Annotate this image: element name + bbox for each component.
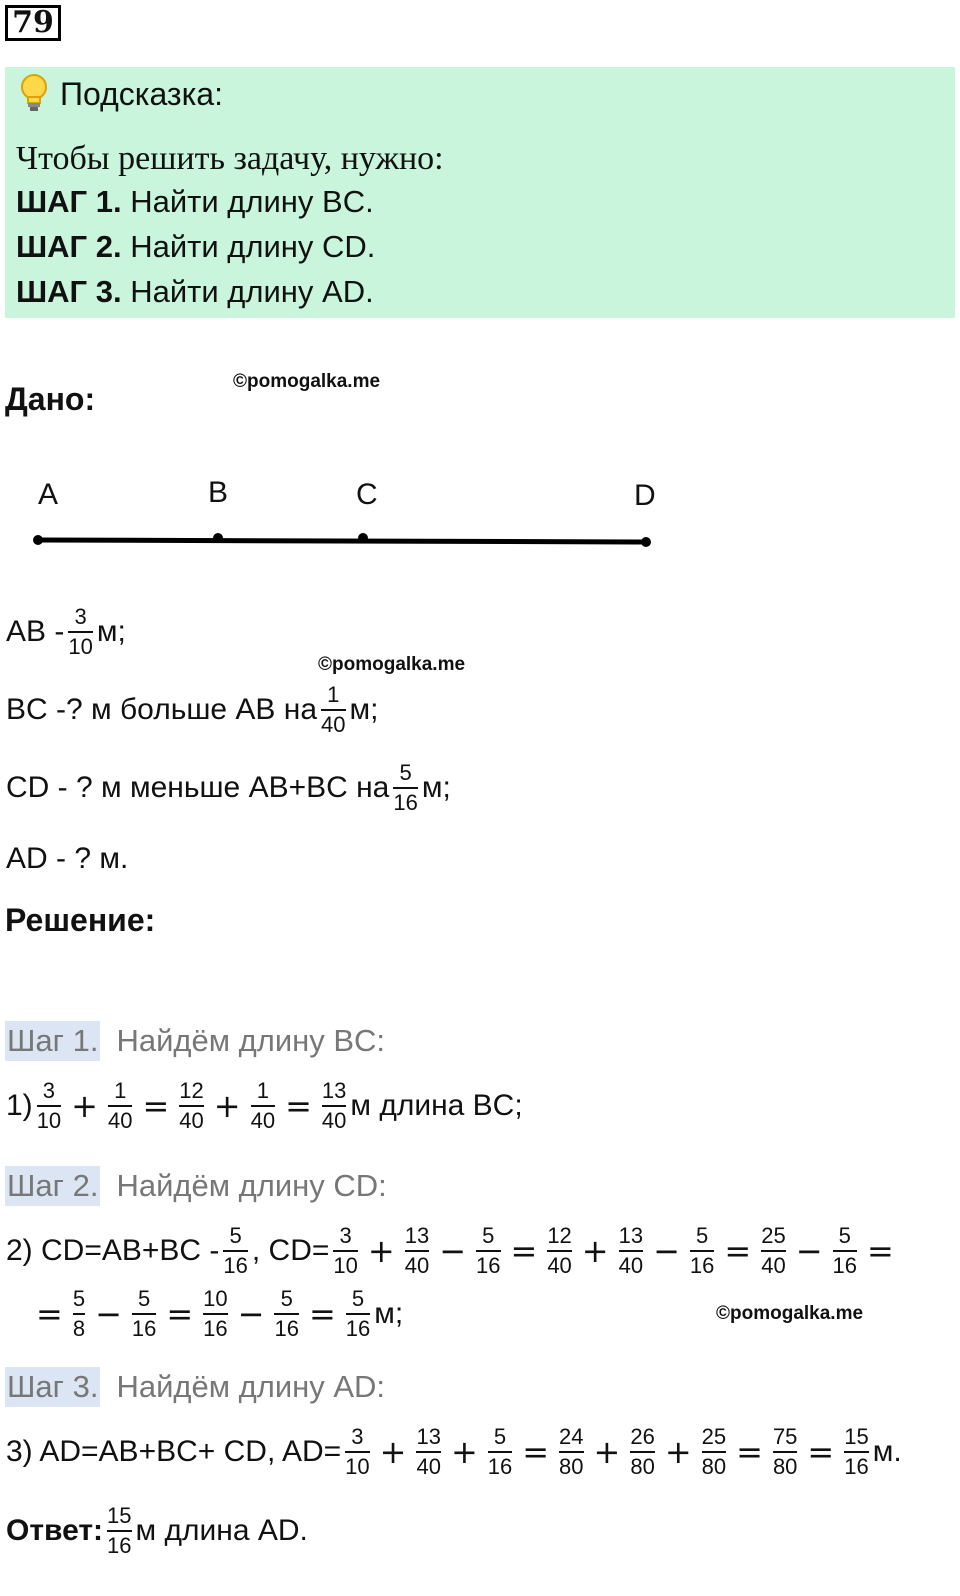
operator: + [450,1433,478,1471]
solution-line-2a: 2) CD=AB+BC - $\frac{5}{16}$ , CD= $\frac{3}{10}$ + $\frac{13}{40}$ − $\frac{5}{16}$ = $\frac{12}{40}$ + $\frac{13}{40}$ − $\frac{5}{16}$ = $\frac{25}{40}$ − $\frac{5}{16}$ = [6,1223,894,1278]
operator: = [308,1295,336,1333]
fraction: $\frac{12}{40}$ [547,1223,572,1278]
solution-line-3: 3) AD=AB+BC+ CD, AD= $\frac{3}{10}$ + $\frac{13}{40}$ + $\frac{5}{16}$ = $\frac{24}{80}$ + $\frac{26}{80}$ + $\frac{25}{80}$ = $\frac{75}{80}$ = $\frac{15}{16}$ м. [6,1424,902,1479]
fraction: $\frac{13}{40}$ [416,1424,441,1479]
point-label-b: B [208,476,229,509]
lightbulb-icon [18,72,50,114]
fraction: $\frac{13}{40}$ [618,1223,644,1278]
point-label-a: A [38,478,59,511]
fraction: $\frac{5}{16}$ [476,1223,501,1278]
operator: − [237,1295,265,1333]
fraction: $\frac{3}{10}$ [68,604,93,659]
fraction: $\frac{3}{10}$ [333,1223,358,1278]
hint-title: Подсказка: [60,76,223,112]
fraction: $\frac{1}{40}$ [250,1078,276,1133]
step-3-header: Шаг 3. Найдём длину AD: [5,1367,385,1407]
fraction: $\frac{10}{16}$ [203,1286,228,1341]
fraction: $\frac{1}{40}$ [107,1078,133,1133]
operator: + [367,1232,395,1270]
given-title: Дано: [5,381,96,417]
fraction: $\frac{5}{16}$ [832,1223,857,1278]
operator: = [866,1232,894,1270]
fraction: $\frac{5}{16}$ [689,1223,715,1278]
hint-intro: Чтобы решить задачу, нужно: [16,140,444,177]
operator: − [95,1295,122,1333]
fraction: $\frac{75}{80}$ [772,1424,798,1479]
operator: + [379,1433,407,1471]
operator: + [664,1433,692,1471]
given-bc: BC -? м больше AB на $\frac{1}{40}$ м; [6,682,379,737]
operator: = [736,1433,763,1471]
solution-title: Решение: [5,902,156,938]
fraction: $\frac{3}{10}$ [345,1424,370,1479]
watermark: ©pomogalka.me [233,371,381,392]
point-b [213,533,223,543]
operator: + [581,1232,609,1270]
fraction: $\frac{5}{16}$ [274,1286,299,1341]
answer-line: Ответ: $\frac{15}{16}$ м длина AD. [6,1503,308,1558]
operator: = [166,1295,194,1333]
hint-step-3: ШАГ 3. Найти длину AD. [16,274,374,309]
point-c [358,533,368,543]
given-ab: AB - $\frac{3}{10}$ м; [6,604,126,659]
watermark: ©pomogalka.me [318,654,466,675]
watermark: ©pomogalka.me [716,1303,864,1324]
step-1-header: Шаг 1. Найдём длину BC: [5,1021,385,1061]
fraction: $\frac{5}{8}$ [72,1286,86,1341]
operator: − [653,1232,680,1270]
fraction: $\frac{5}{16}$ [345,1286,371,1341]
fraction: $\frac{3}{10}$ [36,1078,62,1133]
fraction: $\frac{5}{16}$ [131,1286,157,1341]
solution-line-1: 1) $\frac{3}{10}$ + $\frac{1}{40}$ = $\frac{12}{40}$ + $\frac{1}{40}$ = $\frac{13}{40}$ м длина BC; [6,1078,523,1133]
operator: = [724,1232,752,1270]
problem-number: 79 [5,5,61,41]
point-label-c: C [356,478,378,511]
fraction: $\frac{12}{40}$ [179,1078,204,1133]
hint-step-1: ШАГ 1. Найти длину BC. [16,184,374,219]
point-a [33,535,43,545]
operator: = [36,1295,63,1333]
fraction: $\frac{5}{16}$ [393,760,418,815]
operator: + [213,1087,241,1125]
point-label-d: D [634,479,656,512]
operator: + [593,1433,621,1471]
fraction: $\frac{1}{40}$ [321,682,346,737]
fraction: $\frac{13}{40}$ [321,1078,347,1133]
given-cd: CD - ? м меньше AB+BC на $\frac{5}{16}$ м; [6,760,451,815]
operator: = [807,1433,835,1471]
fraction: $\frac{25}{40}$ [761,1223,786,1278]
point-d [641,537,651,547]
fraction: $\frac{5}{16}$ [487,1424,513,1479]
fraction: $\frac{26}{80}$ [630,1424,655,1479]
operator: = [510,1232,538,1270]
operator: = [142,1087,170,1125]
operator: − [795,1232,823,1270]
operator: = [522,1433,550,1471]
fraction: $\frac{25}{80}$ [701,1424,727,1479]
solution-line-2b: = $\frac{5}{8}$ − $\frac{5}{16}$ = $\frac{10}{16}$ − $\frac{5}{16}$ = $\frac{5}{16}$ м; [36,1286,404,1341]
operator: + [71,1087,98,1125]
fraction: $\frac{15}{16}$ [844,1424,869,1479]
fraction: $\frac{15}{16}$ [107,1503,132,1558]
given-ad: AD - ? м. [6,842,129,875]
fraction: $\frac{5}{16}$ [223,1223,248,1278]
operator: = [285,1087,312,1125]
fraction: $\frac{13}{40}$ [404,1223,430,1278]
segment-diagram [20,470,670,560]
hint-step-2: ШАГ 2. Найти длину CD. [16,229,376,264]
operator: − [439,1232,467,1270]
step-2-header: Шаг 2. Найдём длину CD: [5,1166,387,1206]
fraction: $\frac{24}{80}$ [559,1424,584,1479]
